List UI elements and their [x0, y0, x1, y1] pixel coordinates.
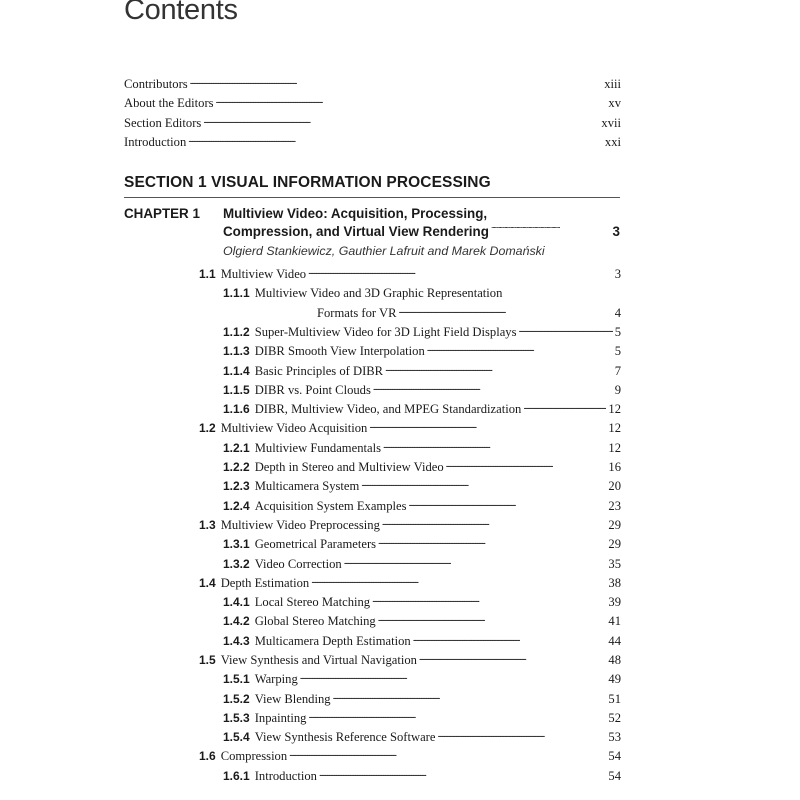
- toc-entry[interactable]: [223, 690, 621, 709]
- entry-title: Geometrical Parameters: [254, 537, 377, 551]
- entry-number: 1.4.3: [223, 634, 250, 648]
- entry-title: Multiview Video Preprocessing: [220, 518, 380, 532]
- entry-title: Basic Principles of DIBR: [254, 364, 384, 378]
- chapter-title-line2-text: Compression, and Virtual View Rendering: [223, 224, 489, 239]
- entry-title: Contributors: [124, 77, 188, 91]
- entry-page-number: 12: [608, 402, 621, 416]
- chapter-title-line1[interactable]: Multiview Video: Acquisition, Processing,: [223, 206, 488, 221]
- entry-number: 1.4.1: [223, 595, 250, 609]
- chapter-authors: Olgierd Stankiewicz, Gauthier Lafruit and Marek Domański: [223, 244, 545, 258]
- dot-leader: [437, 730, 606, 742]
- dot-leader: [300, 672, 607, 684]
- page-title: Contents: [124, 0, 238, 26]
- dot-leader: [373, 383, 613, 395]
- toc-entry[interactable]: [199, 651, 621, 670]
- toc-entry[interactable]: [223, 767, 621, 786]
- entry-page-number: 54: [608, 769, 621, 783]
- entry-title: Multiview Video: [220, 267, 307, 281]
- entry-page-number: 54: [608, 749, 621, 763]
- dot-leader: [419, 653, 606, 665]
- toc-entry[interactable]: [223, 477, 621, 496]
- front-matter-item[interactable]: [124, 75, 621, 94]
- entry-number: 1.1.6: [223, 402, 250, 416]
- toc-entry[interactable]: [223, 709, 621, 728]
- entry-page-number: 41: [608, 614, 621, 628]
- dot-leader: [372, 595, 606, 607]
- entry-title: Introduction: [254, 769, 317, 783]
- toc-entry[interactable]: [199, 516, 621, 535]
- dot-leader: [409, 499, 607, 511]
- entry-title: Multiview Video Acquisition: [220, 421, 368, 435]
- section-divider: [124, 197, 620, 198]
- chapter-page-number: 3: [612, 224, 620, 239]
- entry-page-number: 29: [608, 537, 621, 551]
- toc-entry[interactable]: [199, 419, 621, 438]
- toc-entry[interactable]: [223, 728, 621, 747]
- entry-title: Depth in Stereo and Multiview Video: [254, 460, 444, 474]
- toc-entry[interactable]: [223, 323, 621, 342]
- dot-leader: [188, 135, 603, 147]
- toc-entry[interactable]: [223, 555, 621, 574]
- dot-leader: [383, 441, 606, 453]
- entry-title: Acquisition System Examples: [254, 499, 407, 513]
- dot-leader: [308, 267, 613, 279]
- dot-leader: [190, 77, 603, 89]
- entry-number: 1.5.1: [223, 672, 250, 686]
- entry-title: View Synthesis and Virtual Navigation: [220, 653, 417, 667]
- entry-page-number: xiii: [604, 77, 621, 91]
- entry-number: 1.4: [199, 576, 216, 590]
- entry-page-number: 39: [608, 595, 621, 609]
- entry-title: Global Stereo Matching: [254, 614, 376, 628]
- entry-number: 1.5.4: [223, 730, 250, 744]
- toc-entry[interactable]: [223, 497, 621, 516]
- entry-number: 1.2: [199, 421, 216, 435]
- entry-page-number: 5: [614, 344, 621, 358]
- dot-leader: [369, 421, 606, 433]
- front-matter-item[interactable]: [124, 114, 621, 133]
- dot-leader: [203, 116, 599, 128]
- entry-page-number: 16: [608, 460, 621, 474]
- toc-entry[interactable]: [199, 265, 621, 284]
- chapter-title-line2[interactable]: [223, 224, 620, 239]
- front-matter-item[interactable]: [124, 94, 621, 113]
- entry-page-number: 52: [608, 711, 621, 725]
- dot-leader: [446, 460, 607, 472]
- toc-entry[interactable]: [199, 747, 621, 766]
- entry-number: 1.1.1: [223, 286, 250, 300]
- entry-number: 1.5.3: [223, 711, 250, 725]
- chapter-label: CHAPTER 1: [124, 206, 200, 221]
- toc-entry[interactable]: [223, 535, 621, 554]
- entry-page-number: 20: [608, 479, 621, 493]
- toc-entry[interactable]: [223, 670, 621, 689]
- entry-title: Compression: [220, 749, 288, 763]
- dot-leader: [413, 634, 607, 646]
- entry-title: Introduction: [124, 135, 187, 149]
- entry-title: Multiview Fundamentals: [254, 441, 381, 455]
- toc-entry[interactable]: [223, 381, 621, 400]
- toc-entry[interactable]: [223, 400, 621, 419]
- front-matter-item[interactable]: [124, 133, 621, 152]
- entry-page-number: 7: [614, 364, 621, 378]
- entry-title: Multicamera Depth Estimation: [254, 634, 411, 648]
- entry-number: 1.2.1: [223, 441, 250, 455]
- entry-title: Section Editors: [124, 116, 202, 130]
- entry-title: Formats for VR: [317, 306, 397, 320]
- entry-page-number: 23: [608, 499, 621, 513]
- entry-title: DIBR, Multiview Video, and MPEG Standardization: [254, 402, 522, 416]
- dot-leader: [308, 711, 606, 723]
- toc-entry[interactable]: [223, 284, 621, 303]
- entry-title: Multicamera System: [254, 479, 360, 493]
- entry-number: 1.6.1: [223, 769, 250, 783]
- entry-title: Super-Multiview Video for 3D Light Field Displays: [254, 325, 517, 339]
- dot-leader: [333, 692, 607, 704]
- entry-number: 1.1.5: [223, 383, 250, 397]
- entry-title: DIBR Smooth View Interpolation: [254, 344, 425, 358]
- entry-title: DIBR vs. Point Clouds: [254, 383, 371, 397]
- dot-leader: [427, 344, 613, 356]
- entry-page-number: 35: [608, 557, 621, 571]
- entry-number: 1.5: [199, 653, 216, 667]
- entry-page-number: 4: [614, 306, 621, 320]
- dot-leader: [319, 769, 606, 781]
- entry-page-number: 5: [614, 325, 621, 339]
- entry-number: 1.6: [199, 749, 216, 763]
- entry-page-number: 12: [608, 421, 621, 435]
- entry-number: 1.1.3: [223, 344, 250, 358]
- dot-leader: [519, 325, 613, 337]
- entry-number: 1.2.2: [223, 460, 250, 474]
- entry-page-number: xv: [608, 96, 621, 110]
- entry-page-number: 48: [608, 653, 621, 667]
- entry-title: View Blending: [254, 692, 331, 706]
- entry-number: 1.2.4: [223, 499, 250, 513]
- toc-entry[interactable]: [223, 342, 621, 361]
- entry-number: 1.3: [199, 518, 216, 532]
- entry-page-number: 29: [608, 518, 621, 532]
- entry-number: 1.5.2: [223, 692, 250, 706]
- entry-title: Local Stereo Matching: [254, 595, 371, 609]
- entry-number: 1.1: [199, 267, 216, 281]
- dot-leader: [382, 518, 607, 530]
- entry-title: About the Editors: [124, 96, 214, 110]
- entry-title: Multiview Video and 3D Graphic Representation: [254, 286, 503, 300]
- entry-number: 1.2.3: [223, 479, 250, 493]
- entry-title: Inpainting: [254, 711, 307, 725]
- entry-number: 1.1.4: [223, 364, 250, 378]
- dot-leader: [311, 576, 606, 588]
- dot-leader: [378, 537, 606, 549]
- entry-title: Video Correction: [254, 557, 342, 571]
- section-heading: SECTION 1 VISUAL INFORMATION PROCESSING: [124, 174, 491, 191]
- toc-entry[interactable]: [199, 574, 621, 593]
- dot-leader: [361, 479, 606, 491]
- dot-leader: [385, 364, 613, 376]
- toc-entry[interactable]: [223, 612, 621, 631]
- entry-page-number: 51: [608, 692, 621, 706]
- entry-number: 1.4.2: [223, 614, 250, 628]
- dot-leader: [491, 225, 611, 237]
- entry-page-number: 53: [608, 730, 621, 744]
- entry-number: 1.1.2: [223, 325, 250, 339]
- dot-leader: [216, 96, 607, 108]
- toc-entry[interactable]: [223, 362, 621, 381]
- dot-leader: [523, 402, 606, 414]
- entry-page-number: xvii: [601, 116, 621, 130]
- entry-number: 1.3.2: [223, 557, 250, 571]
- entry-title: View Synthesis Reference Software: [254, 730, 436, 744]
- entry-page-number: 44: [608, 634, 621, 648]
- dot-leader: [399, 306, 613, 318]
- toc-entry[interactable]: [223, 593, 621, 612]
- dot-leader: [289, 749, 606, 761]
- dot-leader: [378, 614, 607, 626]
- entry-page-number: 12: [608, 441, 621, 455]
- entry-page-number: 38: [608, 576, 621, 590]
- entry-title: Warping: [254, 672, 298, 686]
- entry-page-number: 3: [614, 267, 621, 281]
- toc-entry[interactable]: [223, 458, 621, 477]
- toc-entry[interactable]: [223, 439, 621, 458]
- toc-entry[interactable]: [317, 304, 621, 323]
- toc-entry[interactable]: [223, 632, 621, 651]
- entry-page-number: 9: [614, 383, 621, 397]
- entry-title: Depth Estimation: [220, 576, 310, 590]
- dot-leader: [344, 557, 607, 569]
- entry-page-number: xxi: [604, 135, 621, 149]
- entry-page-number: 49: [608, 672, 621, 686]
- entry-number: 1.3.1: [223, 537, 250, 551]
